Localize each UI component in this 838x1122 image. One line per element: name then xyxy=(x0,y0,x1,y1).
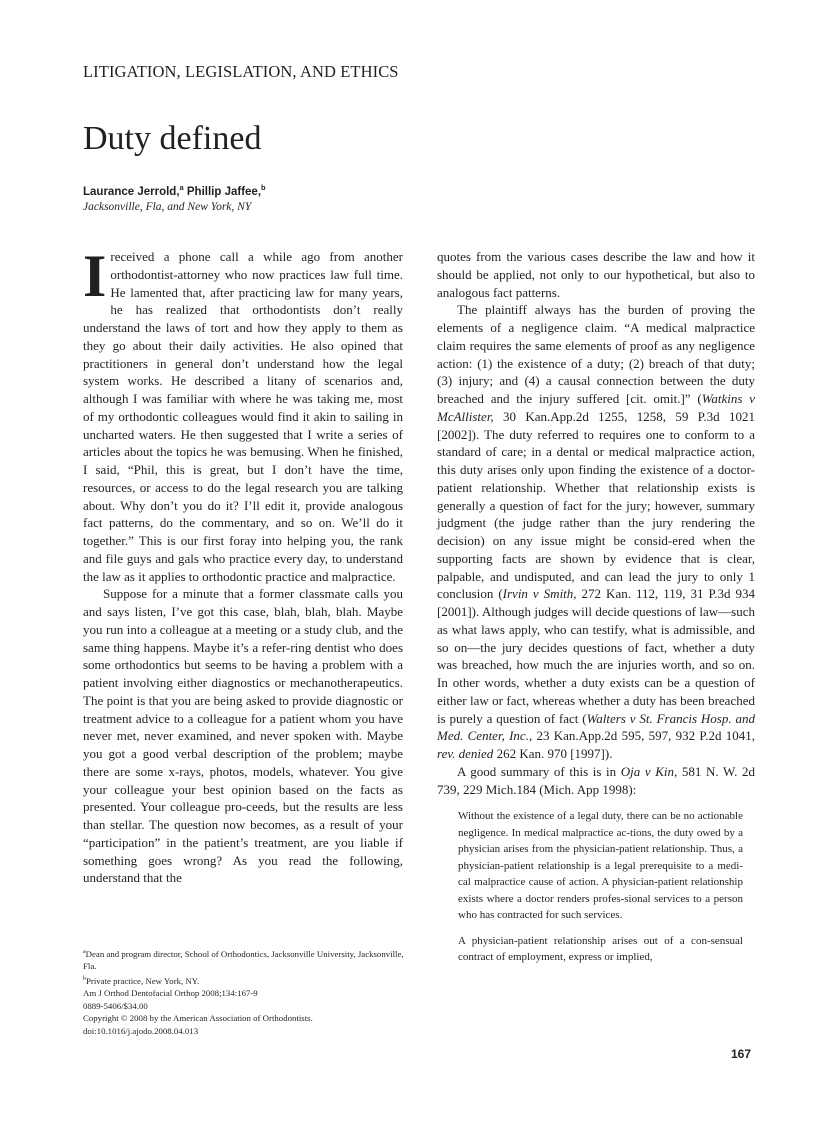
section-heading: LITIGATION, LEGISLATION, AND ETHICS xyxy=(83,62,399,81)
body-paragraph: Suppose for a minute that a former classmate calls you and says listen, I’ve got this case, blah, blah, blah. Maybe you run into a colleague at a meeting or a study club, and the same thing happens. Maybe it’s a refer-ring dentist who does some orthodontics but seems to be having a problem with a patient involving either diagnostics or mechanotherapeutics. The point is that you are being asked to provide diagnostic or treatment advice to a colleague for a patient whom you have never met, never examined, and never spoken with. Maybe you got a good verbal description of the problem; maybe there are some x-rays, photos, models, whatever. You give your colleague your best opinion based on the facts as presented. Your colleague pro-ceeds, but the results are less than stellar. The question now becomes, as a result of your “participation” in the patient’s treatment, are you liable if something goes wrong? As you read the following, understand that the xyxy=(83,586,403,886)
footnote-a xyxy=(83,946,408,973)
drop-cap: I xyxy=(83,243,107,309)
paragraph-text: A good summary of this is in xyxy=(457,763,621,779)
paragraph-text: 23 Kan.App.2d 595, 597, 932 P.2d 1041, xyxy=(532,728,755,744)
body-paragraph xyxy=(83,243,403,585)
paragraph-text: received a phone call a while ago from another orthodontist-attorney who now practices law full time. He lamented that, after practicing law for many years, he has realized that orthodontists don’t really understand the laws of tort and how they apply to them as they go about their daily activities. He also opined that practitioners in general don’t understand how the legal system works. He described a litany of scenarios and, although I was familiar with where he was taking me, most of my orthodontic colleagues would find it akin to sailing in uncharted waters. He then suggested that I write a series of articles about the topics he was bemusing. When he finished, I said, “Phil, this is great, but I don’t have the time, resources, or access to do the legal research you are talking about. Why don’t you do it? I’ll edit it, provide analogous fact patterns, do the commentary, and so on. We’ll do it together.” This is our first foray into helping you, the rank and file guys and gals who practice every day, to understand the law as it applies to orthodontic practice and malpractice. xyxy=(83,249,403,584)
quote-paragraph: A physician-patient relationship arises out of a con-sensual contract of employment, express or implied, xyxy=(458,934,743,964)
footnote-text: Private practice, New York, NY. xyxy=(86,975,200,986)
paragraph-text: The plaintiff always has the burden of proving the elements of a negligence claim. “A medical malpractice claim requires the same elements of proof as any negligence action: (1) the existence of a duty; (2) breach of that duty; (3) injury; and (4) a causal connection between the duty breached and the injury suffered [cit. omit.]” ( xyxy=(437,302,755,406)
footnote-b xyxy=(83,973,408,987)
footnote-marker: b xyxy=(83,975,86,982)
article-title: Duty defined xyxy=(83,120,262,157)
paragraph-text: 262 Kan. 970 [1997]). xyxy=(493,746,613,761)
case-citation: Watkins v McAllister, xyxy=(437,391,755,424)
author-name: Laurance Jerrold, xyxy=(83,185,180,198)
left-column xyxy=(83,243,403,887)
case-citation: rev. denied xyxy=(437,746,494,761)
paragraph-text: 272 Kan. 112, 119, 31 P.3d 934 [2001]). Although judges will decide questions of law—such as what laws apply, who can testify, what is admissible, and so on—the jury decides questions of fact, whether a duty was breached, how much the are injuries worth, and so on. In other words, whether a duty exists can be a question of either law or fact, whereas whether a duty has been breached is purely a question of fact ( xyxy=(437,586,756,726)
author-name: Phillip Jaffee, xyxy=(186,185,262,198)
author-affiliation-marker: b xyxy=(261,183,266,192)
author-affiliation-marker: a xyxy=(179,183,184,192)
page-number: 167 xyxy=(731,1047,752,1061)
case-citation: Irvin v Smith, xyxy=(502,586,577,602)
body-paragraph xyxy=(437,301,755,763)
body-paragraph: quotes from the various cases describe the law and how it should be applied, not only to our hypothetical, but also to analogous fact patterns. xyxy=(437,249,755,300)
right-column xyxy=(437,248,755,975)
author-locations: Jacksonville, Fla, and New York, NY xyxy=(83,201,252,213)
case-citation: Oja v Kin, xyxy=(620,763,678,779)
footnote-marker: a xyxy=(83,949,86,955)
paragraph-text: 581 N. W. 2d 739, 229 Mich.184 (Mich. App 1998): xyxy=(437,763,756,797)
doi: doi:10.1016/j.ajodo.2008.04.013 xyxy=(83,1025,199,1036)
case-citation: Walters v St. Francis Hosp. and Med. Center, Inc., xyxy=(437,710,755,744)
issn-price: 0889-5406/$34.00 xyxy=(83,1000,148,1011)
body-paragraph xyxy=(437,763,755,799)
journal-citation: Am J Orthod Dentofacial Orthop 2008;134:167-9 xyxy=(83,988,258,999)
paragraph-text: 30 Kan.App.2d 1255, 1258, 59 P.3d 1021 [2002]). The duty referred to requires one to conform to a standard of care; in a dental or medical malpractice action, this duty arises only upon finding the existence of a doctor-patient relationship. Whether that relationship exists is generally a question of fact for the jury; however, summary judgment (the judge rather than the jury rendering the decision) on any issue might be consid-ered when the supporting facts are shown by evidence that is clear, palpable, and undisputed, and can lead the jury to only 1 conclusion ( xyxy=(437,408,755,602)
block-quote xyxy=(458,808,743,966)
footnotes xyxy=(83,946,408,1037)
copyright-notice: Copyright © 2008 by the American Association of Orthodontists. xyxy=(83,1013,313,1024)
quote-paragraph: Without the existence of a legal duty, there can be no actionable negligence. In medical malpractice ac-tions, the duty owed by a physician arises from the physician-patient relationship. Thus, a physician-patient relationship is a legal prerequisite to a medi-cal malpractice cause of action. A physician-patient relationship exists where a doctor renders profes-sional services to a person who has contracted for such services. xyxy=(458,810,743,922)
footnote-text: Dean and program director, School of Orthodontics, Jacksonville University, Jacksonville, Fla. xyxy=(83,948,404,972)
author-list xyxy=(83,183,266,198)
